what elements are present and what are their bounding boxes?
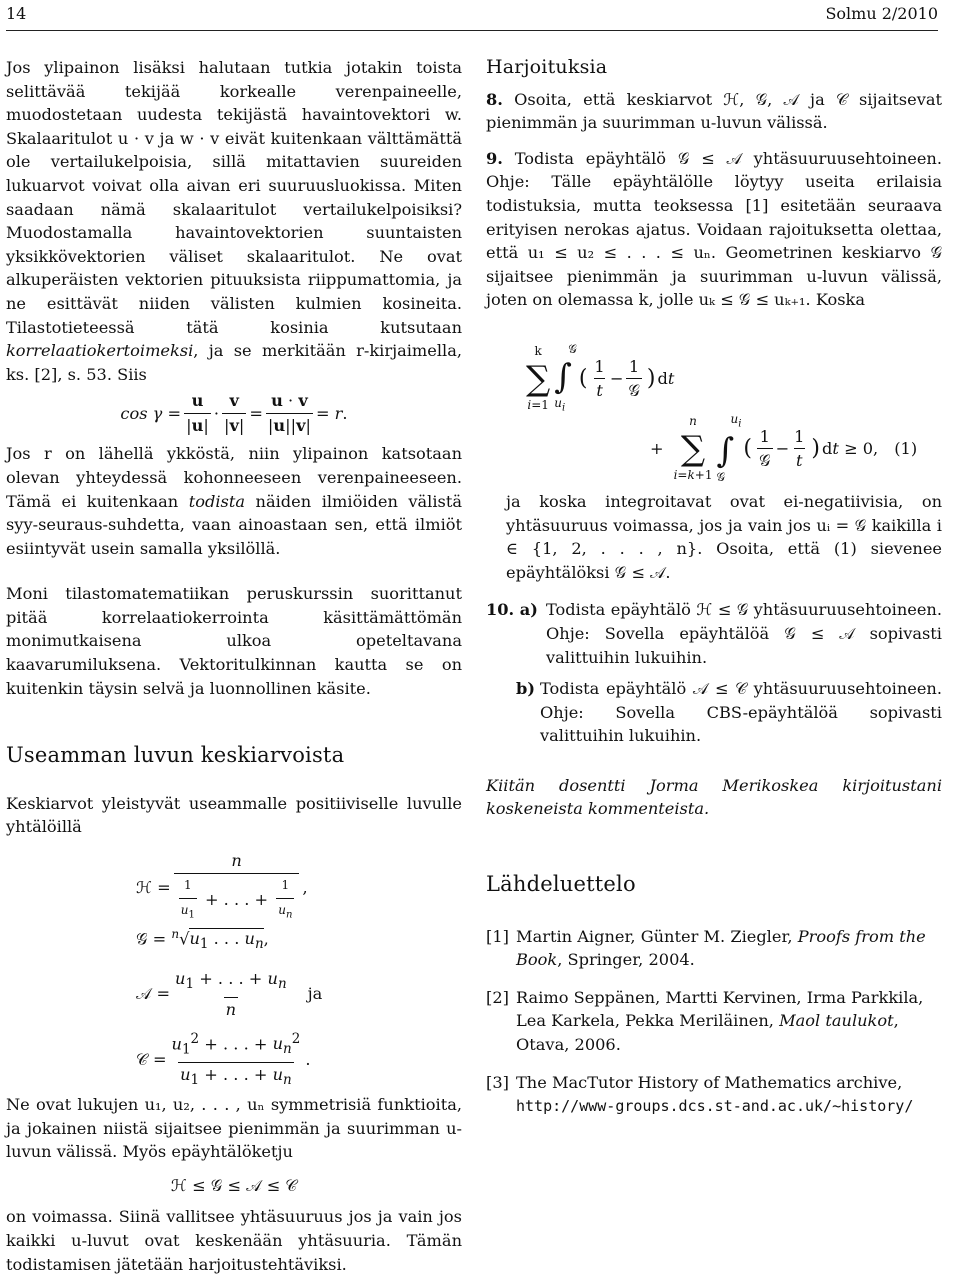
reference-1: [1] Martin Aigner, Günter M. Ziegler, Proofs from the Book, Springer, 2004.	[486, 926, 926, 970]
arithmetic-mean-formula: 𝒜 = $\frac{u_1 + . . . + u_n}{n}$ ja	[136, 961, 462, 1027]
reference-3: [3] The MacTutor History of Mathematics archive, http://www-groups.dcs.st-and.ac.uk/~history/	[486, 1072, 914, 1116]
paragraph-2: Jos r on lähellä ykköstä, niin ylipainon katsotaan olevan yhteydessä kohonneeseen verenpaineeseen. Tämä ei kuitenkaan todista näiden ilmiöiden välistä syy-seuraus-suhdetta, vaan ainoastaan sen, että ilmiöt esiintyvät usein samalla yksilöllä.	[6, 444, 462, 558]
page-number: 14	[6, 4, 27, 23]
section-title-means: Useamman luvun keskiarvoista	[6, 743, 345, 768]
inequality-chain: ℋ ≤ 𝒢 ≤ 𝒜 ≤ 𝒞	[170, 1175, 298, 1195]
left-column	[6, 56, 462, 1276]
section-title-references: Lähdeluettelo	[486, 872, 636, 897]
means-definitions	[136, 851, 462, 1093]
paragraph-3: Moni tilastomatematiikan peruskurssin suorittanut pitää korrelaatiokerrointa käsittämättömän monimutkaisena ulkoa opeteltavana kaavarumiluksena. Vektoritulkinnan kautta se on kuitenkin täysin selvä ja luonnollinen käsite.	[6, 584, 462, 698]
reference-2: [2] Raimo Seppänen, Martti Kervinen, Irma Parkkila, Lea Karkela, Pekka Meriläinen, Maol taulukot, Otava, 2006.	[486, 987, 924, 1055]
exercise-8: 8. Osoita, että keskiarvot ℋ, 𝒢, 𝒜 ja 𝒞 sijaitsevat pienimmän ja suurimman u-luvun välissä.	[486, 89, 942, 133]
correlation-formula: cos γ = $\frac{u}{|u|}$ · $\frac{v}{|v|}$ = $\frac{u \cdot v}{|u||v|}$ = r.	[6, 388, 462, 438]
reference-3-url[interactable]: http://www-groups.dcs.st-and.ac.uk/~history/	[516, 1097, 914, 1116]
exercise-10a: 10. a) Todista epäyhtälö ℋ ≤ 𝒢 yhtäsuuruusehtoineen. Ohje: Sovella epäyhtälöä 𝒢 ≤ 𝒜 sopivasti valittuihin lukuihin.	[486, 600, 942, 667]
right-column	[486, 56, 942, 1133]
paragraph-1: Jos ylipainon lisäksi halutaan tutkia jotakin toista selittävää tekijää korkealle verenpaineelle, muodostetaan uudesta tekijästä havaintovektori w. Skalaaritulot u · v ja w · v eivät kuitenkaan välttämättä ole vertailukelpoisia, sillä mitattavien suureiden lukuarvot voivat olla aivan eri suuruusluokissa. Miten saadaan nämä skalaaritulot vertailukelpoisiksi? Muodostamalla havaintovektorien suuntaisten yksikkövektorien väliset skalaaritulot. Ne ovat alkuperäisten vektorien pituuksista riippumattomia, ja ne esittävät niiden välisten kulmien kosineita. Tilastotieteessä tätä kosinia kutsutaan korrelaatiokertoimeksi, ja se merkitään r-kirjaimella, ks. [2], s. 53. Siis	[6, 58, 462, 384]
contraharmonic-mean-formula: 𝒞 = $\frac{u_1^2 + . . . + u_n^2}{u_1 + . . . + u_n}$ .	[136, 1027, 462, 1093]
geometric-mean-formula: 𝒢 = $^n√u_1$ . . . $u_n$,	[136, 926, 269, 953]
exercise-10b: b) Todista epäyhtälö 𝒜 ≤ 𝒞 yhtäsuuruusehtoineen. Ohje: Sovella CBS-epäyhtälöä sopivasti valittuihin lukuihin.	[516, 679, 942, 746]
paragraph-4: Keskiarvot yleistyvät useammalle positiiviselle luvulle yhtälöillä	[6, 793, 462, 837]
acknowledgement: Kiitän dosentti Jorma Merikoskea kirjoitustani koskeneista kommenteista.	[486, 775, 942, 819]
exercise-9-continued: ja koska integroitavat ovat ei-negatiivisia, on yhtäsuuruus voimassa, jos ja vain jos uᵢ = 𝒢 kaikilla i ∈ {1, 2, . . . , n}. Osoita, että (1) sievenee epäyhtälöksi 𝒢 ≤ 𝒜.	[506, 491, 942, 582]
header-rule	[6, 30, 938, 31]
integral-inequality: k ∑ i=1 𝒢 ∫ $u_i$ ( $\frac{1}{t}$ − $\frac{1}{\text{𝒢}}$ ) dt + n ∑ i=k+1 $u_i$ ∫ 𝒢 ( $\frac{1}{\text{𝒢}}$ − $\frac{1}{t}$ ) dt ≥ 0, (1)	[526, 341, 918, 484]
paragraph-6: on voimassa. Siinä vallitsee yhtäsuuruus jos ja vain jos kaikki u-luvut ovat keskenään yhtäsuuria. Tämän todistamisen jätetään harjoitustehtäviksi.	[6, 1207, 462, 1274]
paragraph-5: Ne ovat lukujen u₁, u₂, . . . , uₙ symmetrisiä funktioita, ja jokainen niistä sijaitsee pienimmän ja suurimman u-luvun välissä. Myös epäyhtälöketju	[6, 1095, 462, 1162]
issue-label: Solmu 2/2010	[825, 4, 938, 23]
exercise-9: 9. Todista epäyhtälö 𝒢 ≤ 𝒜 yhtäsuuruusehtoineen. Ohje: Tälle epäyhtälölle löytyy useita erilaisia todistuksia, mutta teoksessa [1] esitetään seuraava erityisen nerokas ajatus. Voidaan rajoituksetta olettaa, että u₁ ≤ u₂ ≤ . . . ≤ uₙ. Geometrinen keskiarvo 𝒢 sijaitsee pienimmän ja suurimman u-luvun välissä, joten on olemassa k, jolle uₖ ≤ 𝒢 ≤ uₖ₊₁. Koska	[486, 148, 942, 310]
section-title-exercises: Harjoituksia	[486, 56, 608, 78]
harmonic-mean-formula: ℋ = n $\frac{1}{u_1}$ + . . . + $\frac{1}{u_n}$ ,	[136, 857, 462, 919]
